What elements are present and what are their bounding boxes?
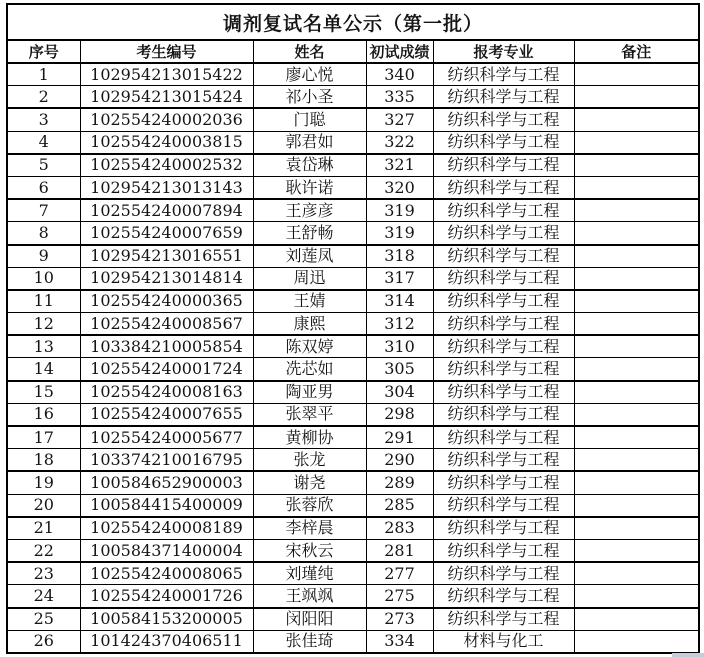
cell-candidate-id: 100584415400009 xyxy=(80,494,253,517)
cell-major: 纺织科学与工程 xyxy=(433,471,574,494)
cell-index: 22 xyxy=(7,539,80,562)
cell-score: 327 xyxy=(366,108,433,131)
cell-candidate-id: 103384210005854 xyxy=(80,335,253,358)
cell-score: 335 xyxy=(366,86,433,109)
cell-score: 290 xyxy=(366,449,433,472)
announcement-sheet xyxy=(6,3,698,654)
table-header-row xyxy=(7,40,699,63)
table-row xyxy=(7,267,699,290)
table-row xyxy=(7,471,699,494)
cell-candidate-id: 102954213014814 xyxy=(80,267,253,290)
cell-note xyxy=(574,290,699,313)
cell-note xyxy=(574,539,699,562)
cell-name: 耿许诺 xyxy=(253,176,366,199)
cell-major: 纺织科学与工程 xyxy=(433,539,574,562)
cell-name: 门聪 xyxy=(253,108,366,131)
cell-note xyxy=(574,108,699,131)
table-row xyxy=(7,108,699,131)
cell-note xyxy=(574,381,699,404)
cell-score: 312 xyxy=(366,313,433,336)
cell-note xyxy=(574,199,699,222)
cell-name: 康熙 xyxy=(253,313,366,336)
scrollbar-artifact xyxy=(672,653,704,657)
cell-index: 9 xyxy=(7,245,80,268)
cell-score: 310 xyxy=(366,335,433,358)
table-row xyxy=(7,630,699,653)
table-row xyxy=(7,290,699,313)
cell-index: 26 xyxy=(7,630,80,653)
table-row xyxy=(7,608,699,631)
cell-major: 纺织科学与工程 xyxy=(433,313,574,336)
cell-major: 纺织科学与工程 xyxy=(433,176,574,199)
cell-candidate-id: 102954213015422 xyxy=(80,63,253,86)
cell-candidate-id: 102554240001726 xyxy=(80,585,253,608)
table-row xyxy=(7,358,699,381)
cell-candidate-id: 103374210016795 xyxy=(80,449,253,472)
cell-name: 袁岱琳 xyxy=(253,154,366,177)
cell-major: 纺织科学与工程 xyxy=(433,358,574,381)
cell-note xyxy=(574,86,699,109)
table-row xyxy=(7,517,699,540)
cell-score: 281 xyxy=(366,539,433,562)
cell-major: 纺织科学与工程 xyxy=(433,267,574,290)
cell-name: 张龙 xyxy=(253,449,366,472)
cell-index: 12 xyxy=(7,313,80,336)
cell-candidate-id: 102554240008189 xyxy=(80,517,253,540)
cell-index: 3 xyxy=(7,108,80,131)
cell-note xyxy=(574,335,699,358)
cell-major: 纺织科学与工程 xyxy=(433,86,574,109)
cell-index: 16 xyxy=(7,403,80,426)
cell-note xyxy=(574,245,699,268)
table-row xyxy=(7,494,699,517)
table-row xyxy=(7,585,699,608)
table-row xyxy=(7,176,699,199)
column-header-candidate-id: 考生编号 xyxy=(80,40,253,63)
cell-note xyxy=(574,517,699,540)
cell-candidate-id: 100584153200005 xyxy=(80,608,253,631)
cell-name: 张翠平 xyxy=(253,403,366,426)
cell-major: 纺织科学与工程 xyxy=(433,335,574,358)
cell-name: 廖心悦 xyxy=(253,63,366,86)
cell-candidate-id: 102554240003815 xyxy=(80,131,253,154)
page-title: 调剂复试名单公示（第一批） xyxy=(7,4,699,40)
cell-candidate-id: 102554240001724 xyxy=(80,358,253,381)
cell-score: 305 xyxy=(366,358,433,381)
cell-score: 319 xyxy=(366,199,433,222)
table-row xyxy=(7,381,699,404)
cell-name: 刘瑾纯 xyxy=(253,562,366,585)
cell-score: 314 xyxy=(366,290,433,313)
cell-name: 宋秋云 xyxy=(253,539,366,562)
table-row xyxy=(7,403,699,426)
cell-major: 纺织科学与工程 xyxy=(433,403,574,426)
cell-candidate-id: 101424370406511 xyxy=(80,630,253,653)
cell-note xyxy=(574,176,699,199)
cell-note xyxy=(574,131,699,154)
cell-name: 陶亚男 xyxy=(253,381,366,404)
cell-candidate-id: 102554240007659 xyxy=(80,222,253,245)
cell-name: 冼芯如 xyxy=(253,358,366,381)
cell-note xyxy=(574,154,699,177)
cell-name: 闵阳阳 xyxy=(253,608,366,631)
cell-index: 18 xyxy=(7,449,80,472)
cell-candidate-id: 102554240007894 xyxy=(80,199,253,222)
cell-name: 张蓉欣 xyxy=(253,494,366,517)
cell-major: 纺织科学与工程 xyxy=(433,245,574,268)
cell-index: 13 xyxy=(7,335,80,358)
cell-name: 刘莲凤 xyxy=(253,245,366,268)
cell-score: 275 xyxy=(366,585,433,608)
candidates-table xyxy=(6,3,700,654)
cell-name: 张佳琦 xyxy=(253,630,366,653)
cell-name: 王婧 xyxy=(253,290,366,313)
cell-candidate-id: 102554240002036 xyxy=(80,108,253,131)
cell-index: 8 xyxy=(7,222,80,245)
cell-score: 285 xyxy=(366,494,433,517)
cell-candidate-id: 102554240000365 xyxy=(80,290,253,313)
cell-note xyxy=(574,471,699,494)
cell-score: 318 xyxy=(366,245,433,268)
cell-index: 5 xyxy=(7,154,80,177)
cell-index: 10 xyxy=(7,267,80,290)
column-header-index: 序号 xyxy=(7,40,80,63)
cell-candidate-id: 102954213013143 xyxy=(80,176,253,199)
cell-name: 陈双婷 xyxy=(253,335,366,358)
cell-name: 周迅 xyxy=(253,267,366,290)
cell-index: 2 xyxy=(7,86,80,109)
cell-candidate-id: 102954213016551 xyxy=(80,245,253,268)
cell-index: 1 xyxy=(7,63,80,86)
cell-score: 322 xyxy=(366,131,433,154)
title-row xyxy=(7,4,699,40)
cell-name: 王飒飒 xyxy=(253,585,366,608)
column-header-major: 报考专业 xyxy=(433,40,574,63)
table-row xyxy=(7,222,699,245)
cell-note xyxy=(574,313,699,336)
cell-name: 王舒畅 xyxy=(253,222,366,245)
cell-index: 20 xyxy=(7,494,80,517)
cell-score: 289 xyxy=(366,471,433,494)
cell-major: 纺织科学与工程 xyxy=(433,381,574,404)
cell-score: 319 xyxy=(366,222,433,245)
table-row xyxy=(7,63,699,86)
cell-note xyxy=(574,630,699,653)
table-row xyxy=(7,562,699,585)
table-row xyxy=(7,131,699,154)
cell-name: 黄柳协 xyxy=(253,426,366,449)
cell-name: 王彦彦 xyxy=(253,199,366,222)
cell-score: 317 xyxy=(366,267,433,290)
cell-note xyxy=(574,358,699,381)
cell-major: 纺织科学与工程 xyxy=(433,517,574,540)
cell-major: 纺织科学与工程 xyxy=(433,449,574,472)
cell-index: 21 xyxy=(7,517,80,540)
cell-candidate-id: 102554240008163 xyxy=(80,381,253,404)
cell-major: 纺织科学与工程 xyxy=(433,585,574,608)
cell-index: 19 xyxy=(7,471,80,494)
cell-index: 14 xyxy=(7,358,80,381)
cell-major: 纺织科学与工程 xyxy=(433,222,574,245)
cell-score: 298 xyxy=(366,403,433,426)
column-header-score: 初试成绩 xyxy=(366,40,433,63)
cell-major: 纺织科学与工程 xyxy=(433,494,574,517)
cell-note xyxy=(574,585,699,608)
cell-major: 纺织科学与工程 xyxy=(433,154,574,177)
cell-note xyxy=(574,403,699,426)
table-row xyxy=(7,245,699,268)
table-row xyxy=(7,449,699,472)
cell-score: 277 xyxy=(366,562,433,585)
cell-score: 320 xyxy=(366,176,433,199)
table-row xyxy=(7,86,699,109)
table-row xyxy=(7,313,699,336)
column-header-note: 备注 xyxy=(574,40,699,63)
cell-major: 纺织科学与工程 xyxy=(433,426,574,449)
table-row xyxy=(7,426,699,449)
cell-note xyxy=(574,267,699,290)
cell-index: 15 xyxy=(7,381,80,404)
cell-name: 郭君如 xyxy=(253,131,366,154)
cell-index: 11 xyxy=(7,290,80,313)
cell-index: 25 xyxy=(7,608,80,631)
cell-note xyxy=(574,426,699,449)
table-row xyxy=(7,199,699,222)
cell-score: 273 xyxy=(366,608,433,631)
cell-note xyxy=(574,494,699,517)
cell-candidate-id: 102554240005677 xyxy=(80,426,253,449)
cell-candidate-id: 100584652900003 xyxy=(80,471,253,494)
cell-index: 23 xyxy=(7,562,80,585)
cell-score: 340 xyxy=(366,63,433,86)
table-row xyxy=(7,154,699,177)
cell-note xyxy=(574,63,699,86)
cell-score: 283 xyxy=(366,517,433,540)
cell-candidate-id: 102554240007655 xyxy=(80,403,253,426)
cell-index: 6 xyxy=(7,176,80,199)
cell-major: 纺织科学与工程 xyxy=(433,199,574,222)
cell-index: 24 xyxy=(7,585,80,608)
cell-major: 纺织科学与工程 xyxy=(433,562,574,585)
cell-candidate-id: 102954213015424 xyxy=(80,86,253,109)
cell-name: 李梓晨 xyxy=(253,517,366,540)
cell-note xyxy=(574,608,699,631)
table-row xyxy=(7,539,699,562)
column-header-name: 姓名 xyxy=(253,40,366,63)
cell-note xyxy=(574,449,699,472)
cell-major: 纺织科学与工程 xyxy=(433,108,574,131)
cell-major: 纺织科学与工程 xyxy=(433,608,574,631)
cell-major: 纺织科学与工程 xyxy=(433,131,574,154)
cell-score: 291 xyxy=(366,426,433,449)
table-row xyxy=(7,335,699,358)
cell-note xyxy=(574,562,699,585)
cell-name: 祁小圣 xyxy=(253,86,366,109)
cell-major: 材料与化工 xyxy=(433,630,574,653)
cell-major: 纺织科学与工程 xyxy=(433,63,574,86)
cell-candidate-id: 102554240002532 xyxy=(80,154,253,177)
cell-candidate-id: 100584371400004 xyxy=(80,539,253,562)
cell-index: 17 xyxy=(7,426,80,449)
cell-candidate-id: 102554240008567 xyxy=(80,313,253,336)
table-body xyxy=(7,63,699,653)
cell-score: 321 xyxy=(366,154,433,177)
cell-score: 304 xyxy=(366,381,433,404)
cell-index: 4 xyxy=(7,131,80,154)
cell-index: 7 xyxy=(7,199,80,222)
cell-score: 334 xyxy=(366,630,433,653)
cell-candidate-id: 102554240008065 xyxy=(80,562,253,585)
cell-name: 谢尧 xyxy=(253,471,366,494)
cell-note xyxy=(574,222,699,245)
cell-major: 纺织科学与工程 xyxy=(433,290,574,313)
